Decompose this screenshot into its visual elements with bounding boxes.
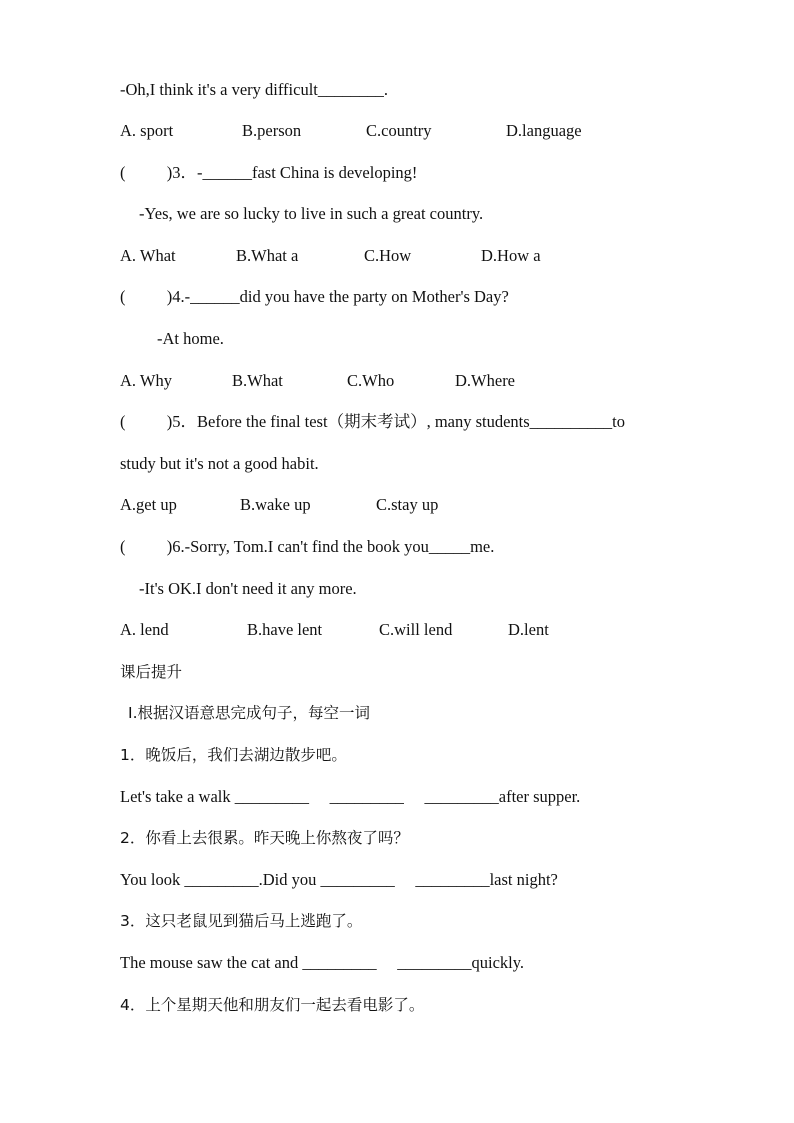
- sentence-2-english: You look _________.Did you _________ _________last night?: [120, 870, 558, 889]
- q5-option-a[interactable]: A.get up: [120, 495, 177, 514]
- q5-option-c[interactable]: C.stay up: [376, 495, 439, 514]
- sentence-1-chinese: 1．晚饭后，我们去湖边散步吧。: [120, 746, 347, 764]
- section-title: 课后提升: [120, 663, 183, 681]
- q6-option-c[interactable]: C.will lend: [379, 620, 453, 639]
- q5-stem: ( )5．Before the final test（期末考试）, many students__________to: [120, 412, 626, 431]
- q4-option-a[interactable]: A. Why: [120, 371, 172, 390]
- part-title: Ⅰ.根据汉语意思完成句子，每空一词: [128, 704, 370, 722]
- q4-reply: -At home.: [157, 329, 224, 348]
- q4-stem: ( )4.-______did you have the party on Mother's Day?: [120, 287, 509, 306]
- q2-option-d[interactable]: D.language: [506, 121, 582, 140]
- q5-option-b[interactable]: B.wake up: [240, 495, 311, 514]
- sentence-3-english: The mouse saw the cat and _________ _________quickly.: [120, 953, 525, 972]
- sentence-2-chinese: 2．你看上去很累。昨天晚上你熬夜了吗？: [120, 829, 409, 847]
- q6-stem: ( )6.-Sorry, Tom.I can't find the book you_____me.: [120, 537, 495, 556]
- q2-option-b[interactable]: B.person: [242, 121, 302, 140]
- q3-stem: ( )3．-______fast China is developing!: [120, 163, 418, 182]
- sentence-4-chinese: 4．上个星期天他和朋友们一起去看电影了。: [120, 996, 425, 1014]
- q6-option-d[interactable]: D.lent: [508, 620, 549, 639]
- q6-option-a[interactable]: A. lend: [120, 620, 169, 639]
- q3-option-b[interactable]: B.What a: [236, 246, 299, 265]
- q3-option-d[interactable]: D.How a: [481, 246, 541, 265]
- q5-stem-continued: study but it's not a good habit.: [120, 454, 319, 473]
- q4-option-b[interactable]: B.What: [232, 371, 283, 390]
- q3-option-a[interactable]: A. What: [120, 246, 176, 265]
- q3-reply: -Yes, we are so lucky to live in such a great country.: [139, 204, 484, 223]
- q2-option-a[interactable]: A. sport: [120, 121, 174, 140]
- q6-option-b[interactable]: B.have lent: [247, 620, 323, 639]
- sentence-3-chinese: 3．这只老鼠见到猫后马上逃跑了。: [120, 912, 363, 930]
- q4-option-d[interactable]: D.Where: [455, 371, 516, 390]
- q2-option-c[interactable]: C.country: [366, 121, 432, 140]
- q4-option-c[interactable]: C.Who: [347, 371, 395, 390]
- sentence-1-english: Let's take a walk _________ _________ _________after supper.: [120, 787, 581, 806]
- q6-reply: -It's OK.I don't need it any more.: [139, 579, 357, 598]
- q2-reply: -Oh,I think it's a very difficult________.: [120, 80, 389, 99]
- q3-option-c[interactable]: C.How: [364, 246, 412, 265]
